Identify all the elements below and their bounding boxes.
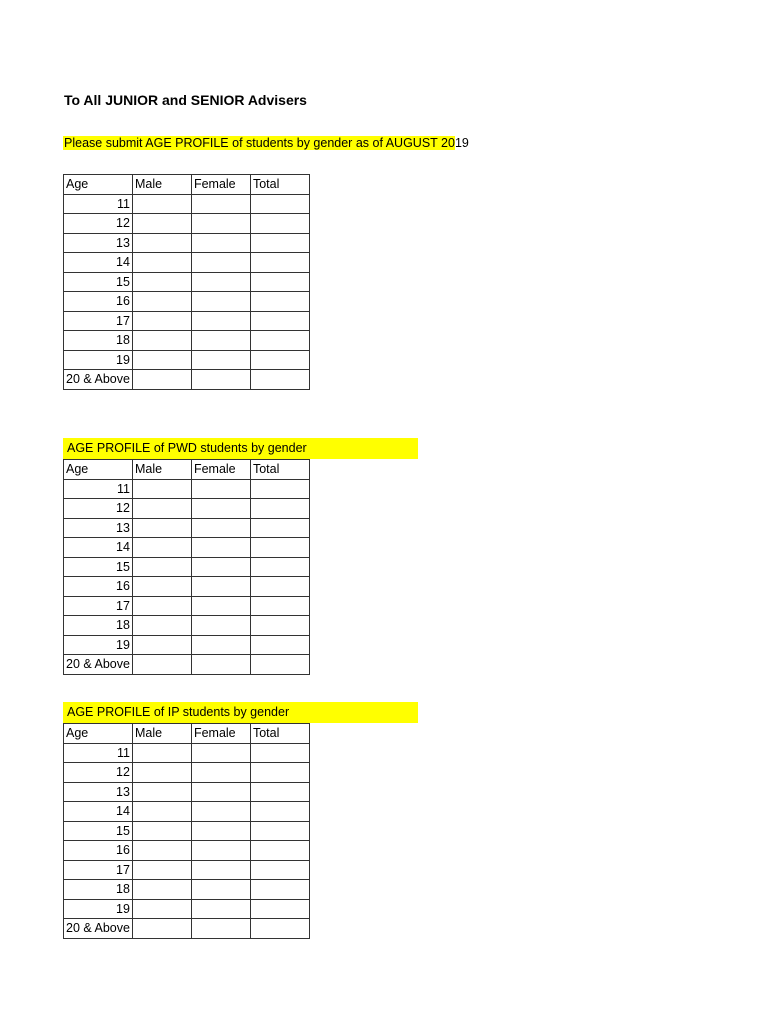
female-cell[interactable] [191, 880, 250, 900]
female-cell[interactable] [191, 499, 250, 519]
total-cell[interactable] [250, 860, 309, 880]
table-row [64, 518, 310, 538]
column-header-male: Male [132, 724, 191, 744]
age-cell: 12 [64, 763, 133, 783]
female-cell[interactable] [191, 860, 250, 880]
table-row [64, 763, 310, 783]
table-body [64, 724, 310, 939]
total-cell[interactable] [250, 802, 309, 822]
age-cell: 13 [64, 518, 133, 538]
male-cell[interactable] [132, 616, 191, 636]
table-row [64, 821, 310, 841]
section-heading-pwd-row [63, 438, 418, 459]
total-cell[interactable] [250, 841, 309, 861]
age-cell: 19 [64, 635, 133, 655]
column-header-age: Age [64, 175, 133, 195]
column-header-male: Male [132, 460, 191, 480]
total-cell[interactable] [250, 518, 309, 538]
male-cell[interactable] [132, 821, 191, 841]
table-body [64, 175, 310, 390]
total-cell[interactable] [250, 311, 309, 331]
female-cell[interactable] [191, 538, 250, 558]
table-row [64, 919, 310, 939]
column-header-female: Female [191, 460, 250, 480]
instruction-line [63, 133, 469, 154]
male-cell[interactable] [132, 880, 191, 900]
female-cell[interactable] [191, 253, 250, 273]
age-cell: 14 [64, 538, 133, 558]
age-cell: 16 [64, 841, 133, 861]
male-cell[interactable] [132, 802, 191, 822]
male-cell[interactable] [132, 763, 191, 783]
male-cell[interactable] [132, 860, 191, 880]
age-cell: 18 [64, 331, 133, 351]
table-age-profile-pwd [63, 459, 310, 675]
male-cell[interactable] [132, 233, 191, 253]
male-cell[interactable] [132, 214, 191, 234]
age-cell: 13 [64, 233, 133, 253]
female-cell[interactable] [191, 194, 250, 214]
table-row [64, 880, 310, 900]
column-header-total: Total [250, 724, 309, 744]
male-cell[interactable] [132, 194, 191, 214]
age-cell: 19 [64, 350, 133, 370]
table-row [64, 616, 310, 636]
section-heading-ip-row [63, 702, 418, 723]
female-cell[interactable] [191, 331, 250, 351]
female-cell[interactable] [191, 370, 250, 390]
female-cell[interactable] [191, 479, 250, 499]
male-cell[interactable] [132, 655, 191, 675]
total-cell[interactable] [250, 880, 309, 900]
age-cell: 17 [64, 860, 133, 880]
table-header-row [64, 460, 310, 480]
age-cell: 11 [64, 479, 133, 499]
male-cell[interactable] [132, 919, 191, 939]
female-cell[interactable] [191, 311, 250, 331]
male-cell[interactable] [132, 557, 191, 577]
female-cell[interactable] [191, 350, 250, 370]
total-cell[interactable] [250, 479, 309, 499]
female-cell[interactable] [191, 557, 250, 577]
table-header-row [64, 175, 310, 195]
table-row [64, 311, 310, 331]
column-header-total: Total [250, 460, 309, 480]
male-cell[interactable] [132, 596, 191, 616]
age-cell: 16 [64, 577, 133, 597]
male-cell[interactable] [132, 272, 191, 292]
male-cell[interactable] [132, 311, 191, 331]
female-cell[interactable] [191, 782, 250, 802]
column-header-age: Age [64, 724, 133, 744]
male-cell[interactable] [132, 635, 191, 655]
male-cell[interactable] [132, 253, 191, 273]
female-cell[interactable] [191, 743, 250, 763]
age-cell: 18 [64, 616, 133, 636]
age-cell: 20 & Above [64, 919, 133, 939]
male-cell[interactable] [132, 350, 191, 370]
table-row [64, 635, 310, 655]
document-title: To All JUNIOR and SENIOR Advisers [64, 92, 307, 108]
female-cell[interactable] [191, 763, 250, 783]
total-cell[interactable] [250, 919, 309, 939]
table-row [64, 479, 310, 499]
table-row [64, 253, 310, 273]
total-cell[interactable] [250, 253, 309, 273]
column-header-female: Female [191, 175, 250, 195]
section-heading-pwd: AGE PROFILE of PWD students by gender [63, 438, 418, 459]
column-header-age: Age [64, 460, 133, 480]
female-cell[interactable] [191, 577, 250, 597]
table-row [64, 233, 310, 253]
female-cell[interactable] [191, 821, 250, 841]
total-cell[interactable] [250, 557, 309, 577]
age-cell: 15 [64, 557, 133, 577]
table-row [64, 655, 310, 675]
age-cell: 20 & Above [64, 370, 133, 390]
age-cell: 11 [64, 743, 133, 763]
male-cell[interactable] [132, 518, 191, 538]
male-cell[interactable] [132, 841, 191, 861]
female-cell[interactable] [191, 616, 250, 636]
female-cell[interactable] [191, 518, 250, 538]
table-row [64, 743, 310, 763]
age-cell: 11 [64, 194, 133, 214]
column-header-female: Female [191, 724, 250, 744]
male-cell[interactable] [132, 479, 191, 499]
age-cell: 13 [64, 782, 133, 802]
male-cell[interactable] [132, 292, 191, 312]
total-cell[interactable] [250, 214, 309, 234]
age-cell: 17 [64, 311, 133, 331]
table-row [64, 860, 310, 880]
instruction-highlighted: Please submit AGE PROFILE of students by gender as of AUGUST 20 [64, 136, 455, 150]
table-row [64, 370, 310, 390]
total-cell[interactable] [250, 655, 309, 675]
female-cell[interactable] [191, 233, 250, 253]
age-cell: 19 [64, 899, 133, 919]
age-cell: 14 [64, 253, 133, 273]
total-cell[interactable] [250, 743, 309, 763]
column-header-total: Total [250, 175, 309, 195]
total-cell[interactable] [250, 272, 309, 292]
age-cell: 15 [64, 821, 133, 841]
table-row [64, 596, 310, 616]
total-cell[interactable] [250, 292, 309, 312]
female-cell[interactable] [191, 635, 250, 655]
male-cell[interactable] [132, 782, 191, 802]
male-cell[interactable] [132, 331, 191, 351]
total-cell[interactable] [250, 577, 309, 597]
table-row [64, 538, 310, 558]
total-cell[interactable] [250, 194, 309, 214]
total-cell[interactable] [250, 821, 309, 841]
total-cell[interactable] [250, 596, 309, 616]
female-cell[interactable] [191, 596, 250, 616]
total-cell[interactable] [250, 538, 309, 558]
total-cell[interactable] [250, 499, 309, 519]
age-cell: 16 [64, 292, 133, 312]
instruction-rest: 19 [454, 136, 469, 150]
table-body [64, 460, 310, 675]
male-cell[interactable] [132, 370, 191, 390]
table-age-profile [63, 174, 310, 390]
age-cell: 12 [64, 214, 133, 234]
age-cell: 17 [64, 596, 133, 616]
table-row [64, 194, 310, 214]
age-cell: 20 & Above [64, 655, 133, 675]
male-cell[interactable] [132, 577, 191, 597]
table-row [64, 499, 310, 519]
total-cell[interactable] [250, 616, 309, 636]
table-row [64, 841, 310, 861]
female-cell[interactable] [191, 899, 250, 919]
table-row [64, 350, 310, 370]
female-cell[interactable] [191, 655, 250, 675]
total-cell[interactable] [250, 233, 309, 253]
table-age-profile-ip [63, 723, 310, 939]
female-cell[interactable] [191, 272, 250, 292]
total-cell[interactable] [250, 763, 309, 783]
age-cell: 15 [64, 272, 133, 292]
total-cell[interactable] [250, 899, 309, 919]
total-cell[interactable] [250, 370, 309, 390]
age-cell: 14 [64, 802, 133, 822]
table-row [64, 331, 310, 351]
table-row [64, 292, 310, 312]
female-cell[interactable] [191, 802, 250, 822]
male-cell[interactable] [132, 743, 191, 763]
table-row [64, 214, 310, 234]
total-cell[interactable] [250, 635, 309, 655]
age-cell: 12 [64, 499, 133, 519]
age-cell: 18 [64, 880, 133, 900]
total-cell[interactable] [250, 782, 309, 802]
male-cell[interactable] [132, 538, 191, 558]
male-cell[interactable] [132, 899, 191, 919]
male-cell[interactable] [132, 499, 191, 519]
female-cell[interactable] [191, 292, 250, 312]
table-row [64, 802, 310, 822]
total-cell[interactable] [250, 350, 309, 370]
female-cell[interactable] [191, 919, 250, 939]
female-cell[interactable] [191, 214, 250, 234]
column-header-male: Male [132, 175, 191, 195]
table-row [64, 272, 310, 292]
table-row [64, 557, 310, 577]
table-row [64, 782, 310, 802]
female-cell[interactable] [191, 841, 250, 861]
table-row [64, 899, 310, 919]
table-header-row [64, 724, 310, 744]
section-heading-ip: AGE PROFILE of IP students by gender [63, 702, 418, 723]
total-cell[interactable] [250, 331, 309, 351]
table-row [64, 577, 310, 597]
